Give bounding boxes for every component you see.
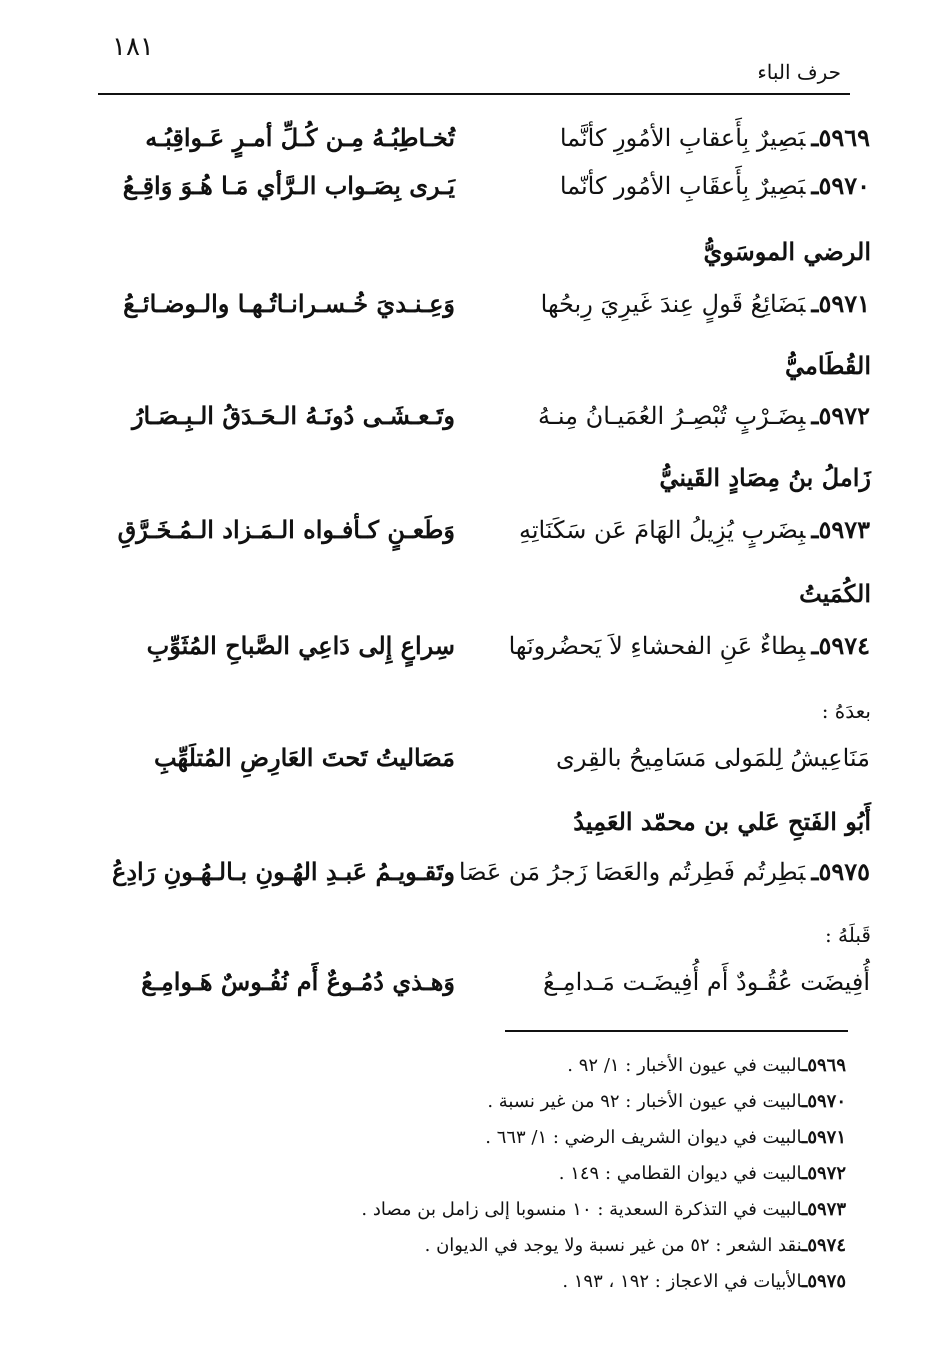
- footnote-text: الأبيات في الاعجاز : ١٩٢ ، ١٩٣ .: [562, 1271, 803, 1292]
- hemistich-text: بَصِيرٌ بِأَعقابِ الأمُورِ كأنَّما: [559, 124, 806, 152]
- poet-name: زَاملُ بنُ مِصَادٍ القَينيُّ: [659, 463, 871, 492]
- page-number: ١٨١: [112, 32, 154, 62]
- verse-number: ٥٩٧٤ـ: [811, 631, 870, 660]
- hemistich-text: بَضَائِعُ قَولٍ عِندَ غَيرِيَ رِبحُها: [540, 290, 806, 318]
- verse-5969: [100, 118, 870, 158]
- footnote: [106, 1052, 846, 1080]
- verse-second-hemistich: وتَـعـشَـى دُونَـهُ الـحَـدَقُ الـبِـصَـارُ: [131, 401, 455, 430]
- verse-following: [100, 738, 870, 778]
- footnote-number: ٥٩٧١ـ: [802, 1127, 846, 1148]
- footnote: [106, 1268, 846, 1296]
- footnote-text: البيت في ديوان الشريف الرضي : ١/ ٦٦٣ .: [485, 1127, 803, 1148]
- footnote-text: البيت في عيون الأخبار : ٩٢ من غير نسبة .: [487, 1091, 803, 1112]
- verse-number: ٥٩٦٩ـ: [811, 123, 870, 152]
- verse-first-hemistich: [500, 166, 870, 206]
- footnote-number: ٥٩٧٢ـ: [802, 1163, 846, 1184]
- verse-number: ٥٩٧٣ـ: [811, 515, 870, 544]
- footnote-text: البيت في ديوان القطامي : ١٤٩ .: [558, 1163, 803, 1184]
- verse-first-hemistich: [500, 396, 870, 436]
- verse-5971: [100, 284, 870, 324]
- hemistich-text: بَطِرتُم فَطِرتُم والعَصَا زَجرُ مَن عَصَا: [458, 858, 806, 886]
- verse-number: ٥٩٧٠ـ: [811, 171, 870, 200]
- verse-second-hemistich: سِراعٍ إِلى دَاعِي الصَّباحِ المُثَوِّبِ: [146, 631, 455, 660]
- footnote-text: البيت في عيون الأخبار : ١/ ٩٢ .: [567, 1055, 803, 1076]
- verse-5975: [100, 852, 870, 892]
- hemistich-text: بِطاءٌ عَنِ الفحشاءِ لاَ يَحضُرونَها: [508, 632, 806, 660]
- hemistich-text: بِضَربٍ يُزِيلُ الهَامَ عَن سَكَنَاتِهِ: [518, 516, 806, 544]
- footnote: [106, 1088, 846, 1116]
- header-rule: [98, 93, 850, 95]
- verse-number: ٥٩٧٢ـ: [811, 401, 870, 430]
- footnote-text: نقد الشعر : ٥٢ من غير نسبة ولا يوجد في الديوان .: [424, 1235, 803, 1256]
- footnote-number: ٥٩٧٠ـ: [802, 1091, 846, 1112]
- verse-number: ٥٩٧٥ـ: [811, 857, 870, 886]
- verse-first-hemistich: [500, 118, 870, 158]
- verse-second-hemistich: تُخـاطِبُـهُ مِـن كُـلِّ أمـرٍ عَـواقِبُـه: [145, 123, 455, 152]
- running-head: حرف الباء: [757, 60, 841, 84]
- verse-5973: [100, 510, 870, 550]
- footnote: [106, 1196, 846, 1224]
- footnote-number: ٥٩٧٥ـ: [802, 1271, 846, 1292]
- verse-5972: [100, 396, 870, 436]
- poet-name: القُطَاميُّ: [785, 351, 871, 380]
- verse-first-hemistich: [500, 626, 870, 666]
- verse-first-hemistich: أُفِيضَت عُقُـودٌ أَم أُفِيضَـت مَـدامِـعُ: [543, 968, 870, 996]
- verse-5974: [100, 626, 870, 666]
- verse-second-hemistich: وَطَعـنٍ كـأفـواه الـمَـزاد الـمُـخَـرَّقِ: [117, 515, 455, 544]
- verse-5970: [100, 166, 870, 206]
- after-note: بعدَهُ :: [821, 699, 871, 723]
- verse-first-hemistich: [500, 510, 870, 550]
- verse-number: ٥٩٧١ـ: [811, 289, 870, 318]
- verse-first-hemistich: [458, 852, 870, 892]
- verse-second-hemistich: وَهـذي دُمُـوعٌ أَم نُفُـوسٌ هَـوامِـعُ: [141, 967, 455, 996]
- hemistich-text: بِضَـرْبٍ تُبْصِـرُ العُمَيـانُ مِنـهُ: [537, 402, 806, 430]
- footnote: [106, 1124, 846, 1152]
- footnote: [106, 1232, 846, 1260]
- poet-name: الرضي الموسَويُّ: [703, 237, 871, 266]
- verse-second-hemistich: يَـرى بِصَـواب الـرَّأي مَـا هُـوَ وَاقِـعُ: [122, 171, 455, 200]
- footnote-number: ٥٩٦٩ـ: [802, 1055, 846, 1076]
- footnote-text: البيت في التذكرة السعدية : ١٠ منسوبا إلى زامل بن مصاد .: [361, 1199, 803, 1220]
- verse-first-hemistich: [500, 284, 870, 324]
- hemistich-text: بَصِيرٌ بِأَعقَابِ الأمُور كأنّما: [559, 172, 806, 200]
- before-note: قَبلَهُ :: [824, 923, 871, 947]
- poet-name: الكُمَيتُ: [799, 579, 871, 608]
- verse-second-hemistich: مَصَاليتُ تَحتَ العَارِضِ المُتلَهِّبِ: [153, 743, 455, 772]
- verse-preceding: [100, 962, 870, 1002]
- footnote-number: ٥٩٧٤ـ: [802, 1235, 846, 1256]
- footnote-number: ٥٩٧٣ـ: [802, 1199, 846, 1220]
- footnote-rule: [505, 1030, 848, 1032]
- poet-name: أَبُو الفَتحِ عَلي بن محمّد العَمِيدُ: [573, 807, 871, 836]
- verse-first-hemistich: مَنَاعِيشُ لِلمَولى مَسَامِيحُ بالقِرى: [556, 744, 870, 772]
- verse-second-hemistich: وتَقـويـمُ عَبـدِ الهُـونِ بـالـهُـونِ رَادِعُ: [112, 857, 455, 886]
- footnote: [106, 1160, 846, 1188]
- verse-second-hemistich: وَعِـنـديَ خُـسـرانـاتُـهـا والـوضـائـعُ: [123, 289, 455, 318]
